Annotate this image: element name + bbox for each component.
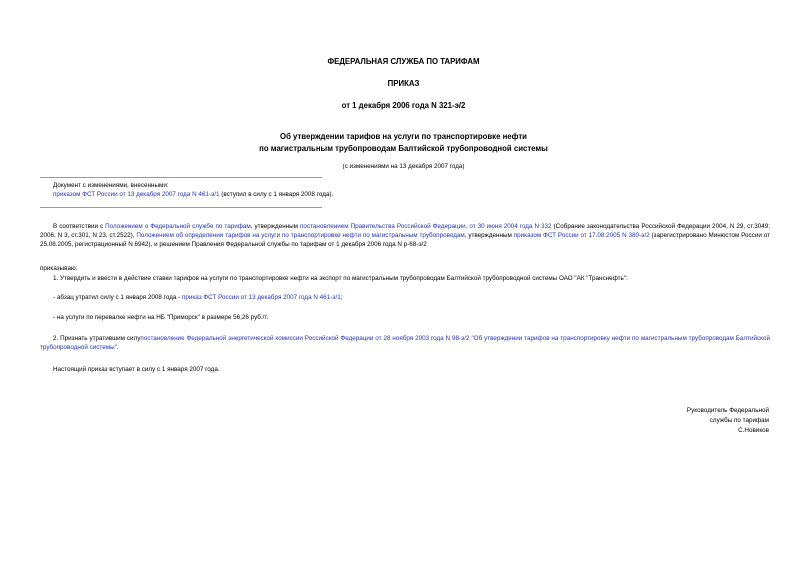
changes-link[interactable]: приказом ФСТ России от 13 декабря 2007 года N 461-э/1 (53, 191, 220, 199)
item-2 (40, 334, 770, 352)
title-line-1: Об утверждении тарифов на услуги по транспортировке нефти (280, 132, 527, 141)
preamble-text-5: (зарегистрировано Минюстом России от 25.08.2005, регистрационный N 6942), и решением Правления Федеральной службы по тарифам от 1 декабря 2006 года N р-68-э/2 (40, 232, 770, 249)
signature-name: С.Новиков (738, 427, 769, 435)
prikazyvayu-text: приказываю: (40, 265, 78, 272)
bullet-1-text: - абзац утратил силу с 1 января 2008 года - (53, 294, 182, 301)
effective-date-text: Настоящий приказ вступает в силу с 1 января 2007 года. (53, 366, 220, 373)
amendment-note: (с изменениями на 13 декабря 2007 года) (342, 163, 465, 170)
government-resolution-link[interactable]: постановлением Правительства Российской Федерации, от 30 июня 2004 года N 332 (300, 223, 552, 230)
signature-block (569, 406, 769, 436)
preamble-text-2: , утвержденным (250, 223, 301, 230)
bullet-1-link[interactable]: приказ ФСТ России от 13 декабря 2007 года N 461-э/1 (181, 294, 341, 301)
preamble-text-3: (Собрание законодательства Российской Федерации 2004, N 29, ст.3049; 2006, N 3, ст.301, N 23, ст.2522), (40, 223, 770, 240)
changes-line (53, 190, 383, 199)
fek-resolution-link[interactable]: постановление Федеральной энергетической комиссии Российской Федерации от 28 ноября 2003 года N 98-э/2 "Об утверждении тарифов на транспортировку нефти по магистральным трубопроводам Балтийской трубопроводной системы" (40, 335, 770, 352)
changes-bottom-rule (40, 207, 322, 208)
fst-order-380-link[interactable]: приказом ФСТ России от 17.08.2005 N 380-э/2 (513, 232, 650, 240)
changes-intro: Документ с изменениями, внесенными: (53, 182, 169, 189)
date-number-heading: от 1 декабря 2006 года N 321-э/2 (341, 101, 466, 110)
signature-position: Руководитель Федеральной (686, 407, 769, 414)
item-2-text: 2. Признать утратившим силу (53, 335, 141, 342)
bullet-2: - на услуги по перевалке нефти на НБ "Приморск" в размере 56,26 руб./т. (53, 314, 269, 321)
agency-heading: ФЕДЕРАЛЬНАЯ СЛУЖБА ПО ТАРИФАМ (327, 57, 480, 66)
tariff-regulation-link[interactable]: Положением об определении тарифов на услуги по транспортировке нефти по магистральным трубопроводам (136, 232, 465, 240)
changes-suffix: (вступил в силу с 1 января 2008 года). (219, 191, 334, 199)
preamble-text-4: , утвержденным (464, 232, 514, 240)
document-title (0, 131, 807, 154)
bullet-1-end: ; (340, 294, 343, 301)
bullet-1 (40, 293, 770, 302)
changes-box (53, 181, 383, 199)
fst-regulation-link[interactable]: Положением о Федеральной службе по тарифам (105, 223, 251, 230)
title-line-2: по магистральным трубопроводам Балтийской трубопроводной системы (259, 143, 548, 153)
item-2-end: . (116, 344, 119, 352)
signature-agency: службы по тарифам (709, 417, 769, 425)
changes-top-rule (40, 177, 322, 178)
doc-type-heading: ПРИКАЗ (387, 79, 420, 88)
preamble-paragraph (40, 222, 770, 249)
item-1: 1. Утвердить и ввести в действие ставки тарифов на услуги по транспортировке нефти на экспорт по магистральным трубопроводам Балтийской трубопроводной системы ОАО "АК "Транснефть": (53, 275, 628, 282)
preamble-text-1: В соответствии с (53, 223, 106, 230)
